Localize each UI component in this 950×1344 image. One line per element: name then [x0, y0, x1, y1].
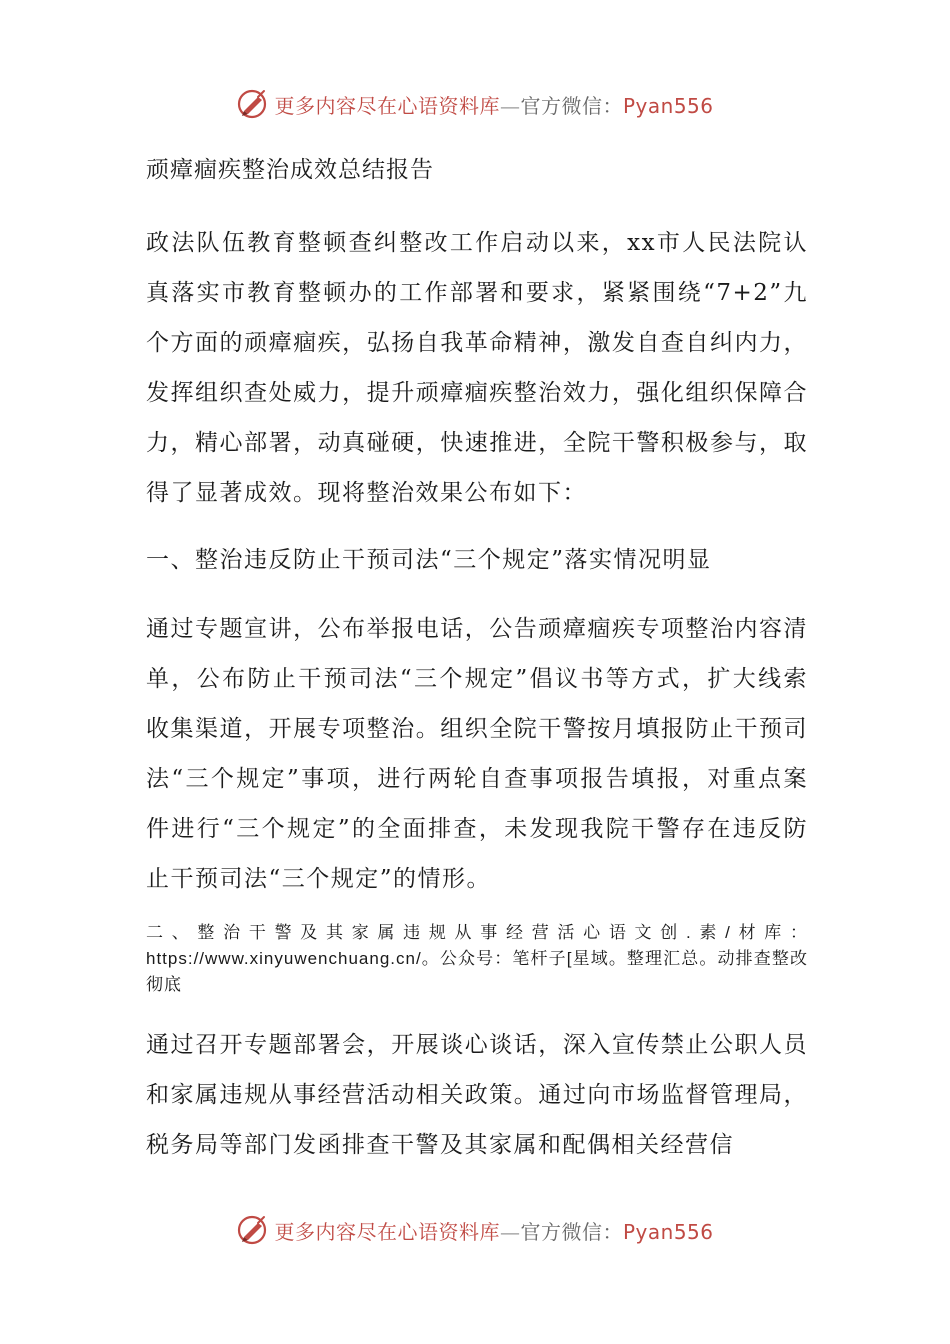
banner-main-text: 更多内容尽在心语资料库 — [274, 1219, 500, 1244]
intro-paragraph: 政法队伍教育整顿查纠整改工作启动以来，xx市人民法院认真落实市教育整顿办的工作部署和要求，紧紧围绕“7+2”九个方面的顽瘴痼疾，弘扬自我革命精神，激发自查自纠内力，发挥组织查处威力，提升顽瘴痼疾整治效力，强化组织保障合力，精心部署，动真碰硬，快速推进，全院干警积极参与，取得了显著成效。现将整治效果公布如下： — [146, 230, 808, 506]
pen-logo-icon — [236, 87, 270, 121]
banner-wechat-label: 官方微信： — [520, 93, 623, 118]
banner-separator: — — [499, 93, 521, 118]
banner-main-text: 更多内容尽在心语资料库 — [274, 93, 500, 118]
section1-paragraph: 通过专题宣讲，公布举报电话，公告顽瘴痼疾专项整治内容清单，公布防止干预司法“三个规定”倡议书等方式，扩大线索收集渠道，开展专项整治。组织全院干警按月填报防止干预司法“三个规定”事项，进行两轮自查事项报告填报，对重点案件进行“三个规定”的全面排查，未发现我院干警存在违反防止干预司法“三个规定”的情形。 — [146, 616, 808, 892]
section2-heading: 二、整治干警及其家属违规从事经营活心语文创.素/材库：https://www.xinyuwenchuang.cn/。公众号：笔杆子[星域。整理汇总。动排查整改彻底 — [146, 923, 808, 994]
document-title: 顽瘴痼疾整治成效总结报告 — [146, 157, 434, 183]
banner-wechat-id: Pyan556 — [622, 1219, 714, 1244]
section2-paragraph: 通过召开专题部署会，开展谈心谈话，深入宣传禁止公职人员和家属违规从事经营活动相关政策。通过向市场监督管理局，税务局等部门发函排查干警及其家属和配偶相关经营信 — [146, 1032, 808, 1158]
header-banner — [0, 84, 950, 124]
section1-heading: 一、整治违反防止干预司法“三个规定”落实情况明显 — [146, 547, 712, 573]
banner-wechat-label: 官方微信： — [520, 1219, 623, 1244]
banner-text — [274, 1216, 713, 1245]
footer-banner — [0, 1210, 950, 1250]
banner-separator: — — [499, 1219, 521, 1244]
banner-wechat-id: Pyan556 — [622, 93, 714, 118]
pen-logo-icon — [236, 1213, 270, 1247]
document-body — [146, 150, 808, 1170]
banner-text — [274, 90, 713, 119]
